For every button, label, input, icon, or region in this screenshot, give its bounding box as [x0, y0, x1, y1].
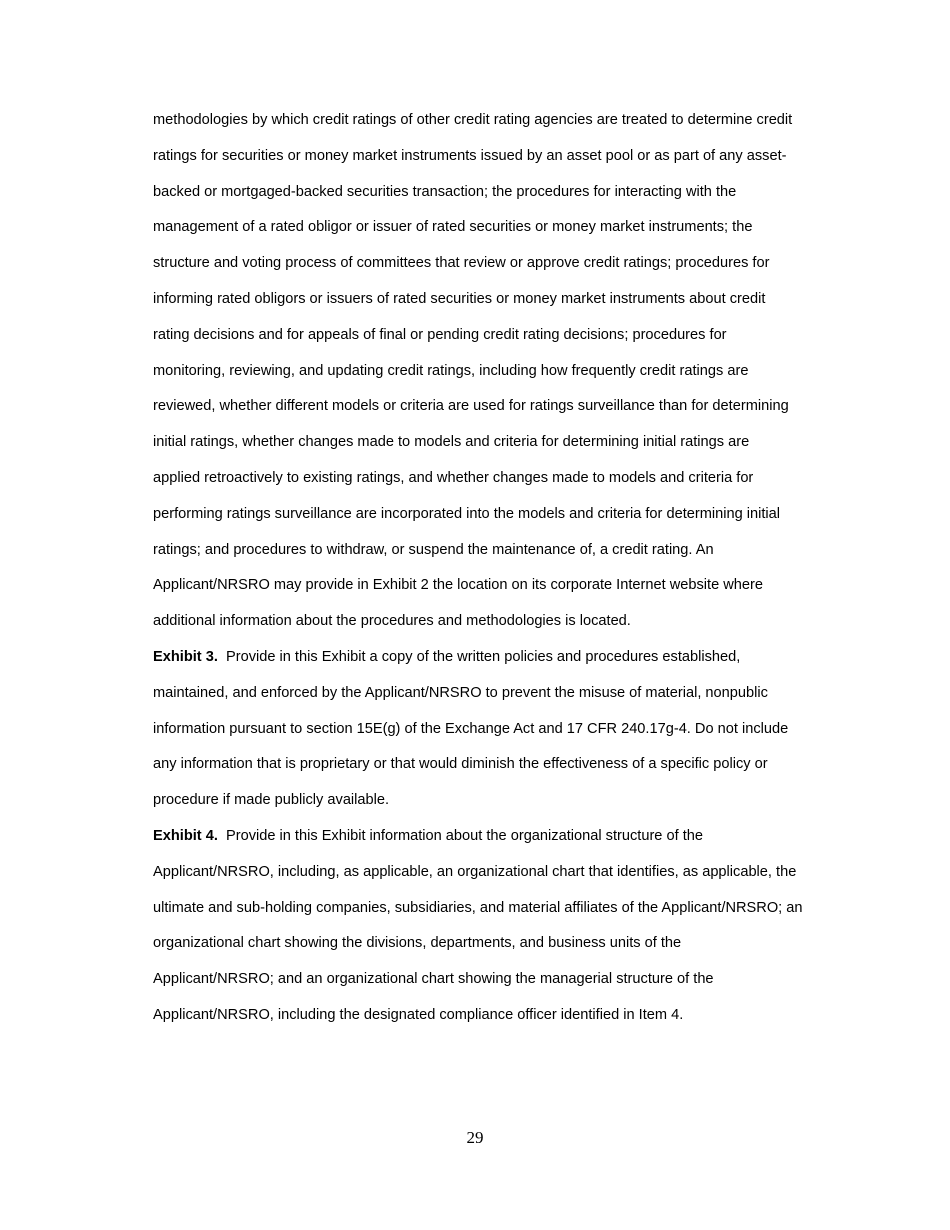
text-line: Applicant/NRSRO may provide in Exhibit 2 the location on its corporate Internet website where: [153, 577, 764, 594]
exhibit-4-first-line: [153, 819, 853, 855]
text-line: management of a rated obligor or issuer of rated securities or money market instruments; the: [153, 219, 753, 236]
text-line: information pursuant to section 15E(g) of the Exchange Act and 17 CFR 240.17g-4. Do not include: [153, 720, 789, 737]
text-line: organizational chart showing the divisions, departments, and business units of the: [153, 935, 682, 952]
text-line: methodologies by which credit ratings of other credit rating agencies are treated to determine credit: [153, 112, 793, 128]
text-line: rating decisions and for appeals of final or pending credit rating decisions; procedures for: [153, 326, 727, 343]
exhibit-3-heading: Exhibit 3.: [153, 648, 218, 665]
text-line: Applicant/NRSRO; and an organizational chart showing the managerial structure of the: [153, 971, 714, 988]
exhibit-3-intro-text: Provide in this Exhibit a copy of the written policies and procedures established,: [217, 648, 741, 665]
text-line: maintained, and enforced by the Applicant/NRSRO to prevent the misuse of material, nonpublic: [153, 684, 768, 701]
exhibit-4-heading: Exhibit 4.: [153, 827, 218, 844]
text-line: structure and voting process of committees that review or approve credit ratings; procedures for: [153, 255, 770, 272]
text-line: performing ratings surveillance are incorporated into the models and criteria for determining initial: [153, 505, 781, 522]
text-line: ratings; and procedures to withdraw, or suspend the maintenance of, a credit rating. An: [153, 541, 714, 558]
body-text: [153, 103, 853, 1034]
exhibit-3-first-line: [153, 640, 853, 676]
page-number: 29: [466, 1128, 484, 1147]
text-line: reviewed, whether different models or criteria are used for ratings surveillance than for determining: [153, 398, 789, 415]
exhibit-4-intro-text: Provide in this Exhibit information about the organizational structure of the: [217, 827, 703, 844]
text-line: any information that is proprietary or that would diminish the effectiveness of a specific policy or: [153, 756, 768, 773]
text-line: informing rated obligors or issuers of rated securities or money market instruments about credit: [153, 290, 766, 307]
text-line: initial ratings, whether changes made to models and criteria for determining initial ratings are: [153, 434, 750, 451]
text-line: applied retroactively to existing ratings, and whether changes made to models and criteria for: [153, 469, 754, 486]
paragraph-methodologies: [153, 103, 853, 640]
text-line: ratings for securities or money market instruments issued by an asset pool or as part of any asset-: [153, 147, 787, 164]
paragraph-exhibit-3: [153, 640, 853, 819]
text-line: Applicant/NRSRO, including the designated compliance officer identified in Item 4.: [153, 1006, 684, 1023]
text-line: procedure if made publicly available.: [153, 792, 390, 809]
text-line: backed or mortgaged-backed securities transaction; the procedures for interacting with the: [153, 183, 737, 200]
text-line: additional information about the procedures and methodologies is located.: [153, 613, 631, 630]
text-line: Applicant/NRSRO, including, as applicable, an organizational chart that identifies, as applicable, the: [153, 863, 797, 880]
paragraph-exhibit-4: [153, 819, 853, 1034]
text-line: ultimate and sub-holding companies, subsidiaries, and material affiliates of the Applicant/NRSRO; an: [153, 899, 803, 916]
text-line: monitoring, reviewing, and updating credit ratings, including how frequently credit ratings are: [153, 362, 749, 379]
